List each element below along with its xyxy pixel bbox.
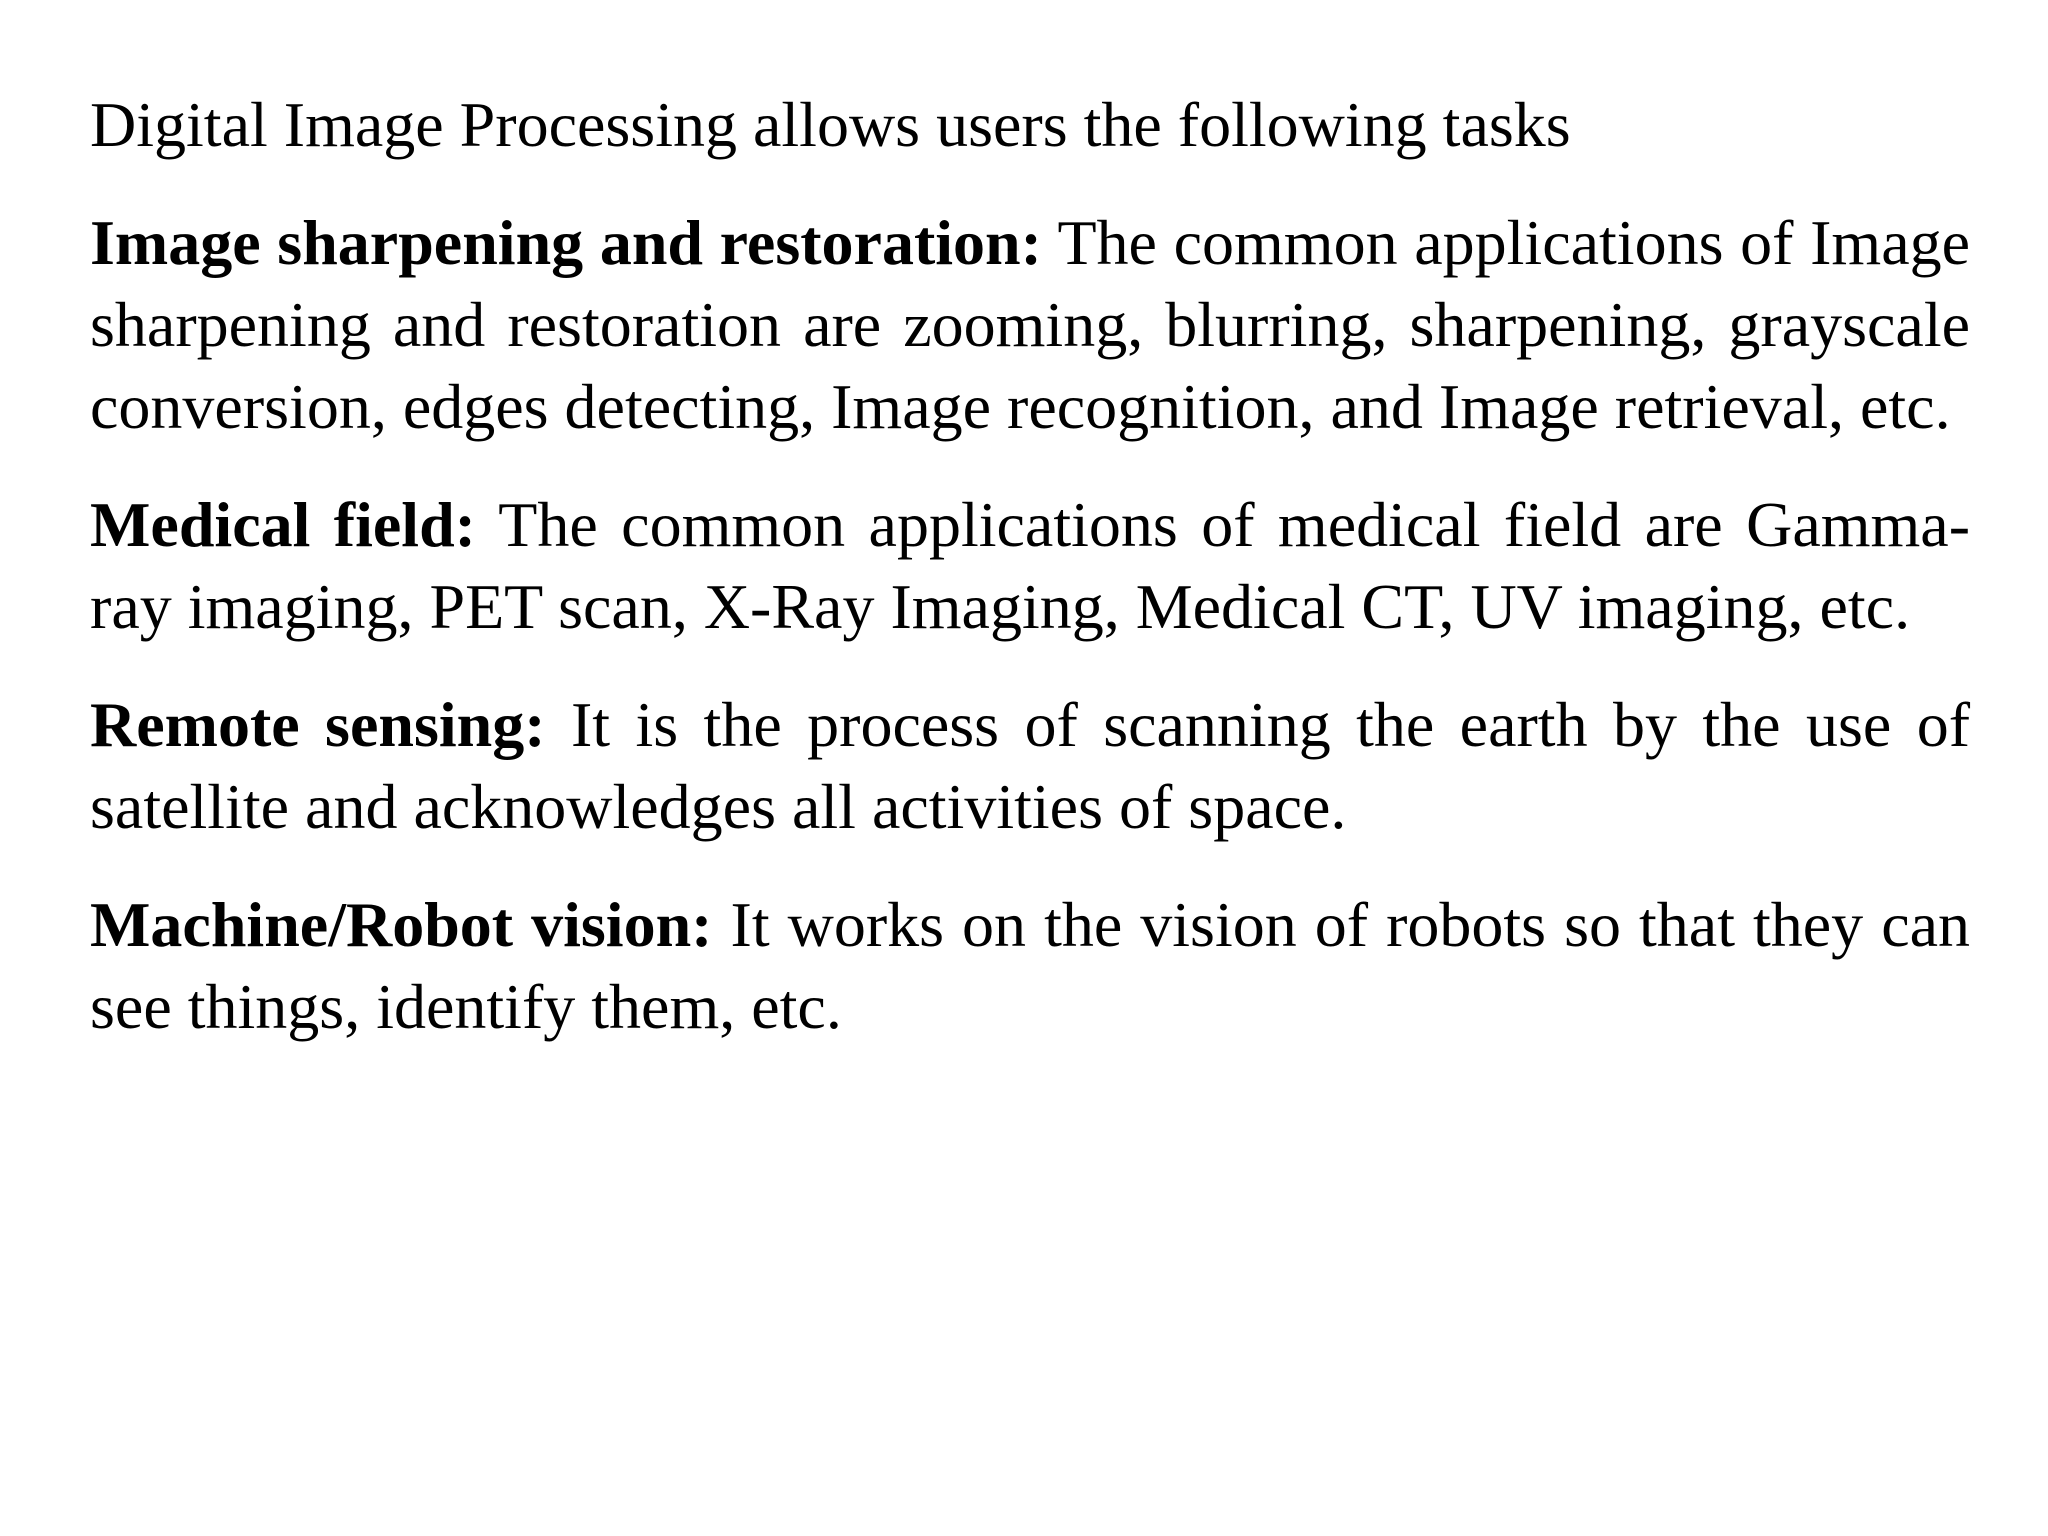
item-medical-field: [90, 484, 1970, 648]
item-description: It is the process of scanning the earth by the use of satellite and acknowledges all activities of space.: [90, 689, 1971, 842]
item-term: Medical field:: [90, 489, 476, 560]
item-term: Machine/Robot vision:: [90, 889, 713, 960]
item-image-sharpening: [90, 202, 1970, 448]
item-machine-robot-vision: [90, 884, 1970, 1048]
item-remote-sensing: [90, 684, 1970, 848]
item-description: It works on the vision of robots so that they can see things, identify them, etc.: [90, 889, 1971, 1042]
item-term: Image sharpening and restoration:: [90, 207, 1042, 278]
intro-text: Digital Image Processing allows users the following tasks: [90, 89, 1571, 160]
item-description: The common applications of Image sharpening and restoration are zooming, blurring, sharpening, grayscale conversion, edges detecting, Image recognition, and Image retrieval, etc.: [90, 207, 1970, 442]
slide-body: [90, 84, 1970, 1084]
item-description: The common applications of medical field are Gamma-ray imaging, PET scan, X-Ray Imaging, Medical CT, UV imaging, etc.: [90, 489, 1971, 642]
item-term: Remote sensing:: [90, 689, 546, 760]
